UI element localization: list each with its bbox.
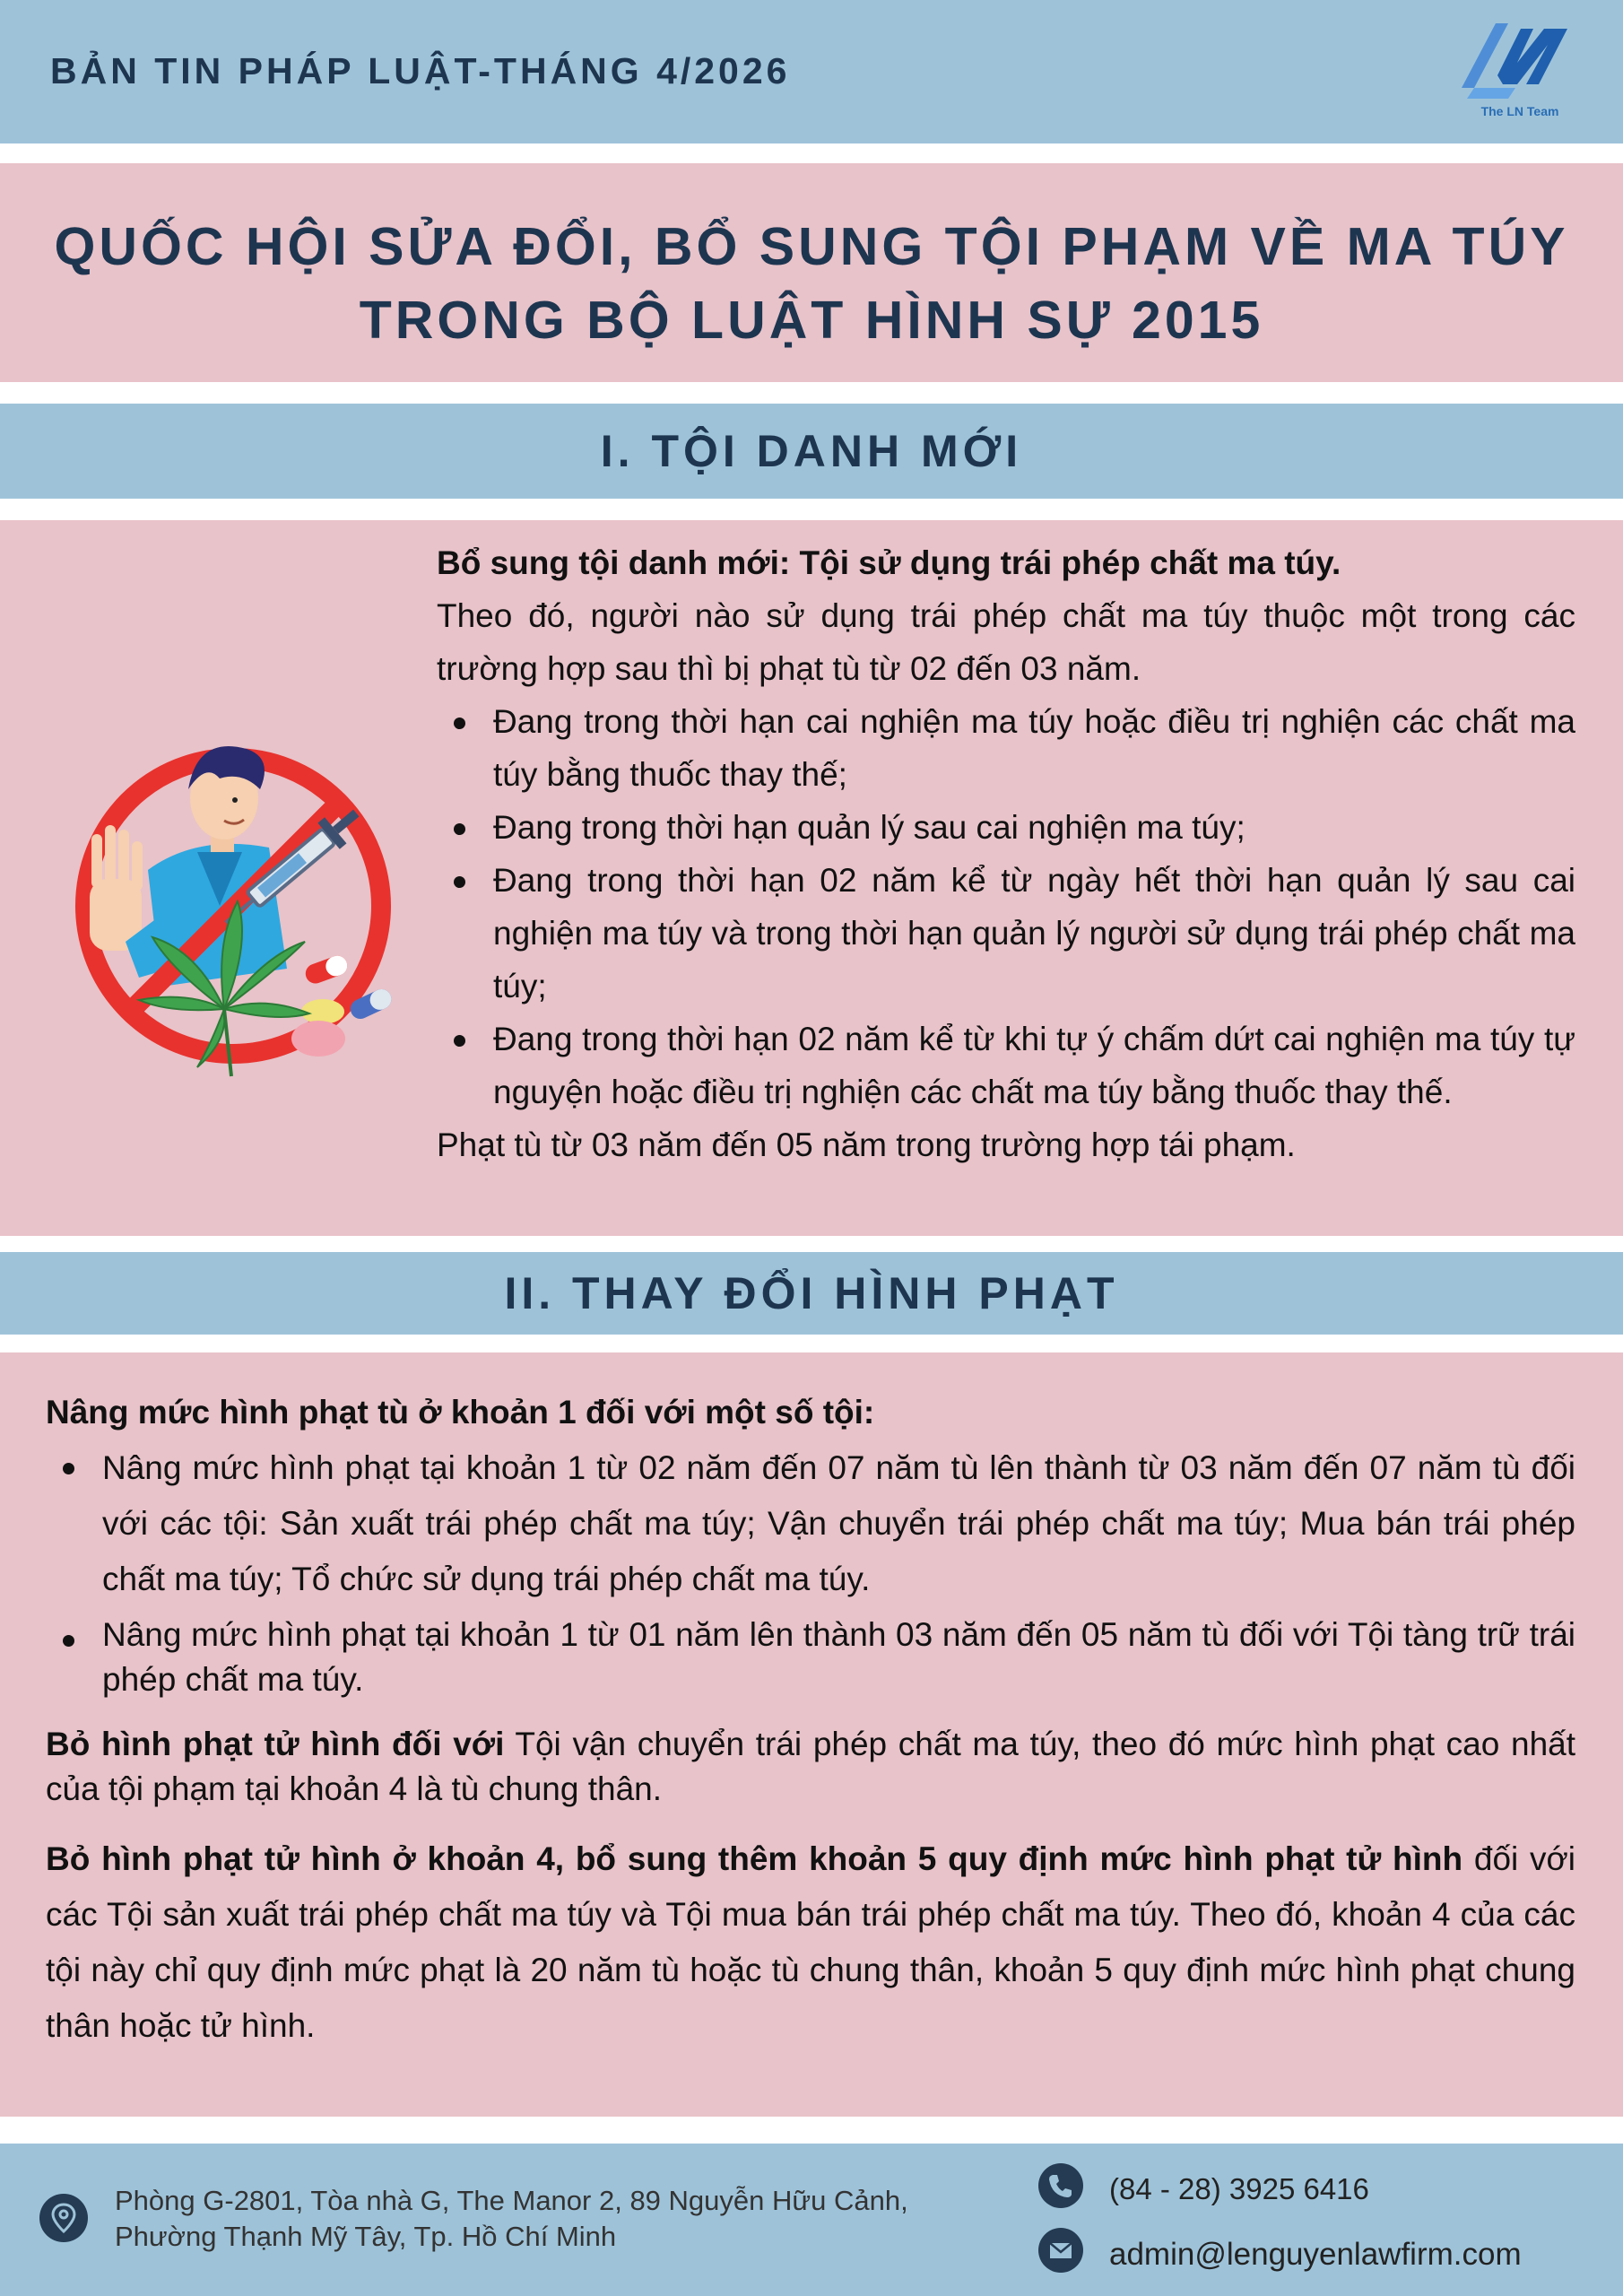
- list-item: Đang trong thời hạn cai nghiện ma túy hoặc điều trị nghiện các chất ma túy bằng thuốc thay thế;: [493, 695, 1575, 801]
- section2-heading: II. THAY ĐỔI HÌNH PHẠT: [504, 1268, 1119, 1318]
- section2-paragraph-1: [46, 1722, 1575, 1812]
- header-bar: [0, 0, 1623, 144]
- page-title-line2: TRONG BỘ LUẬT HÌNH SỰ 2015: [359, 291, 1264, 350]
- paragraph-1-rest: Tội vận chuyển trái phép chất ma túy, theo đó mức hình phạt cao nhất của tội phạm tại khoản 4 là tù chung thân.: [46, 1726, 1576, 1807]
- footer: [0, 2144, 1623, 2296]
- phone-icon: [1038, 2163, 1083, 2208]
- section1-body: [0, 520, 1623, 1236]
- address-line2: Phường Thạnh Mỹ Tây, Tp. Hồ Chí Minh: [115, 2221, 617, 2252]
- ln-logo-icon: [1462, 20, 1578, 105]
- paragraph-2-bold: Bỏ hình phạt tử hình ở khoản 4, bổ sung thêm khoản 5 quy định mức hình phạt tử hình: [46, 1840, 1463, 1877]
- section2-paragraph-2: [46, 1831, 1575, 2054]
- title-band: [0, 163, 1623, 382]
- ln-team-logo: [1462, 20, 1578, 123]
- section2-lead: Nâng mức hình phạt tù ở khoản 1 đối với một số tội:: [46, 1394, 875, 1431]
- paragraph-1-bold: Bỏ hình phạt tử hình đối với: [46, 1726, 505, 1762]
- section1-heading: I. TỘI DANH MỚI: [600, 426, 1023, 476]
- phone-number[interactable]: (84 - 28) 3925 6416: [1109, 2172, 1369, 2205]
- section2-body: [0, 1352, 1623, 2117]
- section2-header: [0, 1252, 1623, 1335]
- address-line1: Phòng G-2801, Tòa nhà G, The Manor 2, 89 Nguyễn Hữu Cảnh,: [115, 2185, 908, 2216]
- list-item: Nâng mức hình phạt tại khoản 1 từ 01 năm lên thành 03 năm đến 05 năm tù đối với Tội tàng trữ trái phép chất ma túy.: [102, 1613, 1575, 1702]
- logo-text: The LN Team: [1480, 104, 1559, 118]
- mail-icon: [1038, 2228, 1083, 2273]
- no-drugs-illustration: [63, 700, 421, 1085]
- footer-address: [115, 2183, 1011, 2255]
- section1-list: [437, 695, 1575, 1118]
- section2-text: [46, 1385, 1575, 2054]
- location-pin-icon: [39, 2194, 88, 2242]
- email-address[interactable]: admin@lenguyenlawfirm.com: [1109, 2237, 1522, 2272]
- section1-text: [437, 536, 1575, 1171]
- section1-intro: Theo đó, người nào sử dụng trái phép chất ma túy thuộc một trong các trường hợp sau thì bị phạt tù từ 02 đến 03 năm.: [437, 597, 1575, 687]
- section1-header: [0, 404, 1623, 499]
- page-title-line1: QUỐC HỘI SỬA ĐỔI, BỔ SUNG TỘI PHẠM VỀ MA TÚY: [54, 217, 1569, 276]
- list-item: Đang trong thời hạn quản lý sau cai nghiện ma túy;: [493, 801, 1575, 854]
- list-item: Đang trong thời hạn 02 năm kể từ ngày hết thời hạn quản lý sau cai nghiện ma túy và trong thời hạn quản lý người sử dụng trái phép chất ma túy;: [493, 854, 1575, 1013]
- list-item: Nâng mức hình phạt tại khoản 1 từ 02 năm đến 07 năm tù lên thành từ 03 năm đến 07 năm tù đối với các tội: Sản xuất trái phép chất ma túy; Vận chuyển trái phép chất ma túy; Mua bán trái phép chất ma túy; Tổ chức sử dụng trái phép chất ma túy.: [102, 1440, 1575, 1607]
- section1-closing: Phạt tù từ 03 năm đến 05 năm trong trường hợp tái phạm.: [437, 1126, 1296, 1163]
- newsletter-title: BẢN TIN PHÁP LUẬT-THÁNG 4/2026: [50, 50, 791, 91]
- section2-list: [46, 1440, 1575, 1702]
- page-title: [54, 210, 1569, 357]
- paragraph-2-rest: đối với các Tội sản xuất trái phép chất ma túy và Tội mua bán trái phép chất ma túy. Theo đó, khoản 4 của các tội này chỉ quy định mức phạt là 20 năm tù hoặc tù chung thân, khoản 5 quy định mức hình phạt chung thân hoặc tử hình.: [46, 1840, 1576, 2044]
- section1-lead: Bổ sung tội danh mới: Tội sử dụng trái phép chất ma túy.: [437, 544, 1341, 581]
- list-item: Đang trong thời hạn 02 năm kể từ khi tự ý chấm dứt cai nghiện ma túy tự nguyện hoặc điều trị nghiện các chất ma túy bằng thuốc thay thế.: [493, 1013, 1575, 1118]
